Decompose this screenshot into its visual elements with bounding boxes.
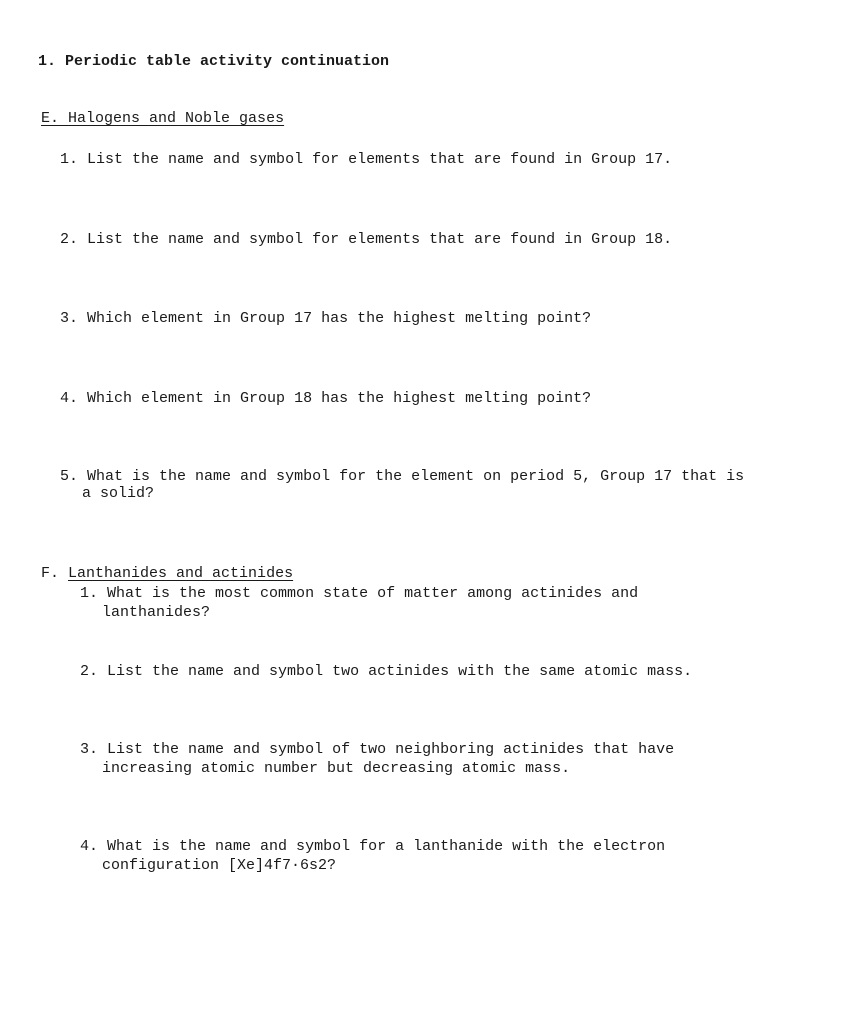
question-f1 xyxy=(80,584,638,603)
section-e-heading-text: E. Halogens and Noble gases xyxy=(41,110,285,127)
question-text: Which element in Group 17 has the highest melting point? xyxy=(87,310,592,327)
question-f3-line2: increasing atomic number but decreasing atomic mass. xyxy=(102,760,571,777)
question-e5-line2: a solid? xyxy=(82,485,155,502)
section-e-heading xyxy=(41,109,284,128)
question-text: List the name and symbol two actinides with the same atomic mass. xyxy=(107,663,693,680)
question-number: 2. xyxy=(80,663,99,680)
section-f-heading-text: Lanthanides and actinides xyxy=(68,565,294,582)
question-f2 xyxy=(80,662,692,681)
question-text: List the name and symbol of two neighboring actinides that have xyxy=(107,741,675,758)
question-text: What is the name and symbol for a lanthanide with the electron xyxy=(107,838,666,855)
question-number: 3. xyxy=(60,310,79,327)
question-e2 xyxy=(60,230,672,249)
page-title: 1. Periodic table activity continuation xyxy=(38,53,390,70)
question-f1-line2: lanthanides? xyxy=(102,604,211,621)
question-text: List the name and symbol for elements that are found in Group 17. xyxy=(87,151,673,168)
question-e3 xyxy=(60,309,591,328)
question-e4 xyxy=(60,389,591,408)
question-f4-line2: configuration [Xe]4f7·6s2? xyxy=(102,857,337,874)
section-f-letter: F. xyxy=(41,565,60,582)
question-number: 5. xyxy=(60,468,79,485)
question-text: Which element in Group 18 has the highest melting point? xyxy=(87,390,592,407)
question-f4 xyxy=(80,837,665,856)
question-text: What is the name and symbol for the element on period 5, Group 17 that is xyxy=(87,468,745,485)
question-e1 xyxy=(60,150,672,169)
question-f3 xyxy=(80,740,674,759)
question-number: 4. xyxy=(80,838,99,855)
section-f-heading xyxy=(41,564,293,583)
question-number: 4. xyxy=(60,390,79,407)
question-e5 xyxy=(60,467,744,486)
question-text: List the name and symbol for elements that are found in Group 18. xyxy=(87,231,673,248)
question-number: 1. xyxy=(60,151,79,168)
question-text: What is the most common state of matter among actinides and xyxy=(107,585,639,602)
question-number: 2. xyxy=(60,231,79,248)
question-number: 1. xyxy=(80,585,99,602)
question-number: 3. xyxy=(80,741,99,758)
